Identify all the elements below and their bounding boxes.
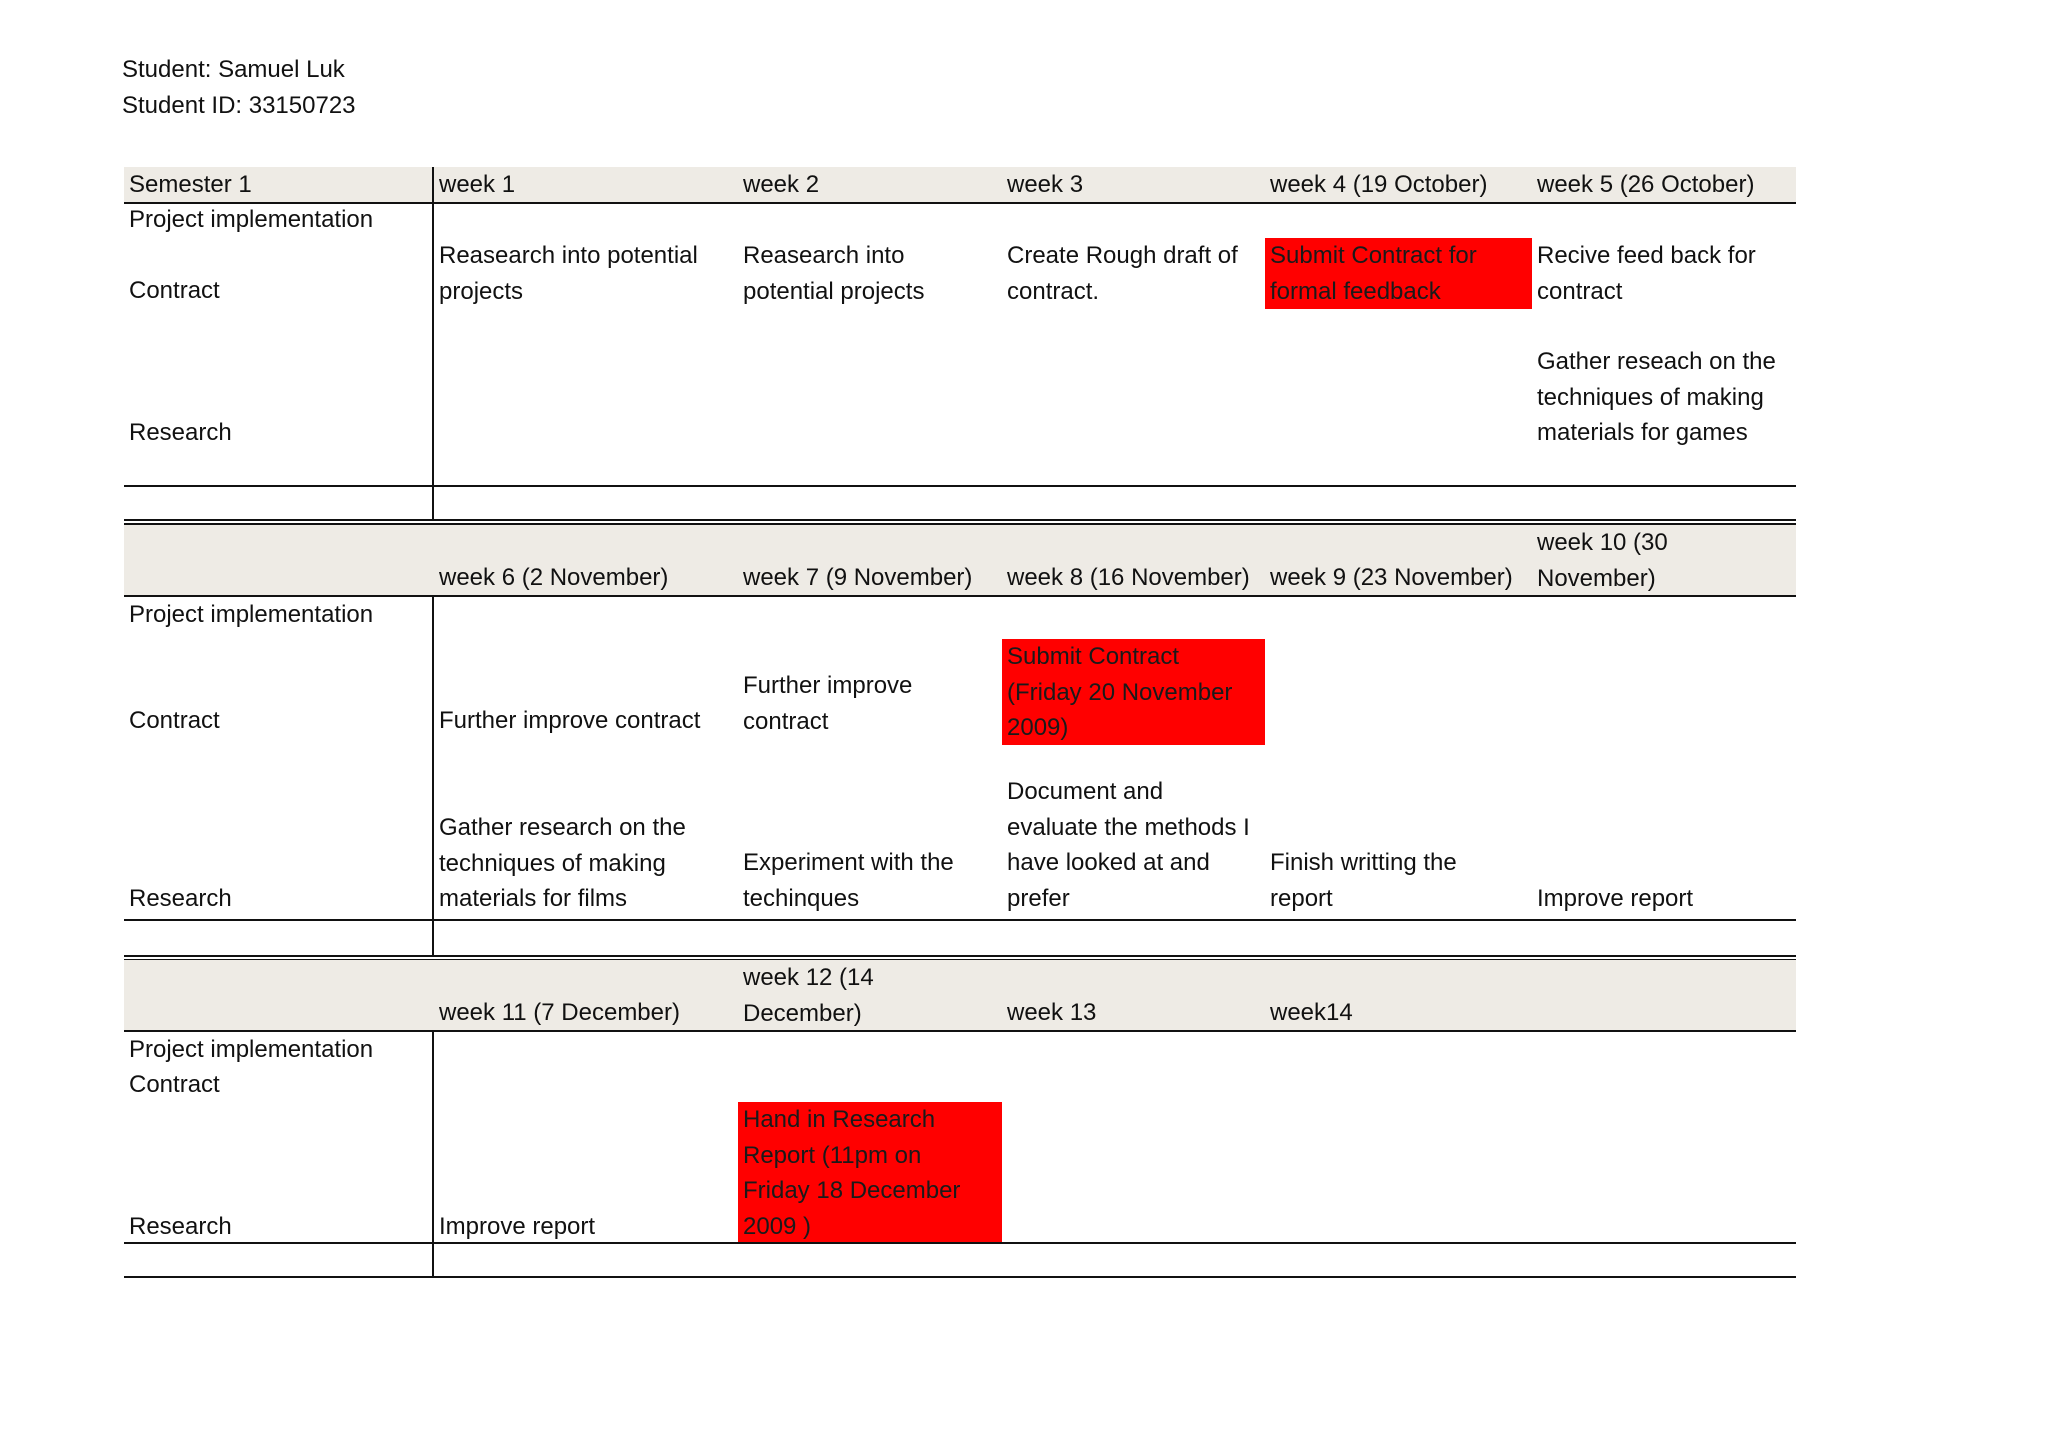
schedule-block-3 (124, 960, 1796, 1278)
week-header: week 5 (26 October) (1537, 171, 1755, 198)
row-rule (124, 519, 1796, 521)
contract-cell: Reasearch into potential projects (439, 242, 698, 305)
row-label-contract: Contract (129, 707, 220, 734)
row-label-research: Research (129, 1213, 232, 1240)
contract-cell: Further improve contract (743, 672, 913, 735)
research-cell: Experiment with the techinques (743, 849, 954, 912)
week-header: week 1 (439, 171, 516, 198)
row-label-project: Project implementation (129, 601, 374, 628)
week-header: week 6 (2 November) (439, 564, 669, 591)
research-cell: Gather research on the techniques of making materials for films (439, 814, 686, 912)
research-cell: Finish writting the report (1270, 849, 1457, 912)
row-label-project: Project implementation (129, 206, 374, 233)
contract-cell: Recive feed back for contract (1537, 242, 1756, 305)
week-header: week 11 (7 December) (439, 999, 680, 1026)
schedule-block-2 (124, 525, 1796, 921)
research-cell: Improve report (1537, 885, 1694, 912)
row-label-research: Research (129, 885, 232, 912)
deadline-highlight: Submit Contract for formal feedback (1265, 238, 1532, 309)
contract-cell: Further improve contract (439, 707, 701, 734)
row-rule (124, 1242, 1796, 1244)
student-id: Student ID: 33150723 (122, 92, 356, 119)
column-divider (432, 487, 434, 519)
research-cell: Document and evaluate the methods I have looked at and prefer (1007, 778, 1250, 912)
week-header: week 10 (30 November) (1537, 529, 1668, 592)
student-name: Student: Samuel Luk (122, 56, 345, 83)
research-cell: Improve report (439, 1213, 596, 1240)
column-divider (432, 921, 434, 955)
week-header: week 4 (19 October) (1270, 171, 1488, 198)
week-header: week 7 (9 November) (743, 564, 973, 591)
spacer-row (124, 921, 1796, 957)
semester-label: Semester 1 (129, 171, 252, 198)
week-header: week 13 (1007, 999, 1097, 1026)
week-header: week14 (1270, 999, 1353, 1026)
week-header: week 12 (14 December) (743, 964, 874, 1027)
deadline-highlight: Hand in Research Report (11pm on Friday 18 December 2009 ) (738, 1102, 1002, 1244)
column-divider (432, 167, 434, 487)
contract-cell: Reasearch into potential projects (743, 242, 925, 305)
schedule-block-1 (124, 167, 1796, 487)
deadline-highlight: Submit Contract (Friday 20 November 2009) (1002, 639, 1265, 745)
spacer-row (124, 487, 1796, 523)
week-header: week 8 (16 November) (1007, 564, 1250, 591)
research-cell: Gather reseach on the techniques of making materials for games (1537, 348, 1776, 446)
contract-cell: Create Rough draft of contract. (1007, 242, 1238, 305)
row-rule (124, 1276, 1796, 1278)
header-row (124, 960, 1796, 1032)
row-rule (124, 955, 1796, 957)
row-label-project: Project implementation (129, 1036, 374, 1063)
row-label-research: Research (129, 419, 232, 446)
row-label-contract: Contract (129, 277, 220, 304)
week-header: week 3 (1007, 171, 1084, 198)
week-header: week 2 (743, 171, 820, 198)
row-label-contract: Contract (129, 1071, 220, 1098)
week-header: week 9 (23 November) (1270, 564, 1513, 591)
